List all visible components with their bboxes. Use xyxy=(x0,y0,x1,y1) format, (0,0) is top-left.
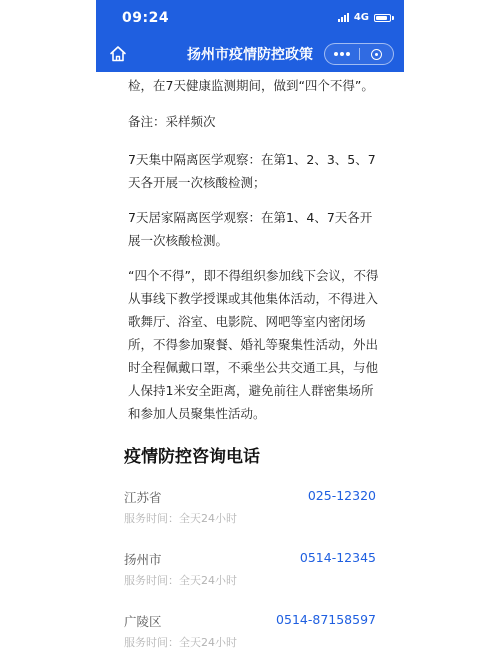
close-target-icon[interactable] xyxy=(360,44,393,64)
hotline-item xyxy=(124,488,376,524)
hotline-phone-link[interactable]: 0514-87158597 xyxy=(276,612,376,627)
more-dots-icon[interactable] xyxy=(325,44,359,64)
hotline-region: 扬州市 xyxy=(124,552,162,567)
article-paragraph: 7天集中隔离医学观察：在第1、2、3、5、7天各开展一次核酸检测； xyxy=(128,152,376,190)
hotline-section-title: 疫情防控咨询电话 xyxy=(124,447,260,467)
battery-icon xyxy=(374,14,391,22)
hotline-hours: 服务时间：全天24小时 xyxy=(124,574,237,587)
phone-frame xyxy=(96,0,404,652)
hotline-item xyxy=(124,612,376,648)
hotline-region: 广陵区 xyxy=(124,614,162,629)
home-icon[interactable] xyxy=(108,44,128,64)
mini-program-capsule xyxy=(324,43,394,65)
article-paragraph: 备注：采样频次 xyxy=(128,114,216,129)
app-header xyxy=(96,0,404,72)
hotline-item xyxy=(124,550,376,586)
article-paragraph: “四个不得”，即不得组织参加线下会议，不得从事线下教学授课或其他集体活动，不得进入歌舞厅、浴室、电影院、网吧等室内密闭场所，不得参加聚餐、婚礼等聚集性活动，外出时全程佩戴口罩，不乘坐公共交通工具，与他人保持1米安全距离，避免前往人群密集场所和参加人员聚集性活动。 xyxy=(128,268,379,421)
hotline-phone-link[interactable]: 025-12320 xyxy=(307,488,376,503)
hotline-hours: 服务时间：全天24小时 xyxy=(124,512,237,525)
article-paragraph: 检，在7天健康监测期间，做到“四个不得”。 xyxy=(128,78,374,93)
status-time: 09:24 xyxy=(122,10,170,26)
status-bar xyxy=(96,0,404,36)
signal-icon xyxy=(338,13,349,22)
battery-cap xyxy=(392,16,394,20)
article-paragraph: 7天居家隔离医学观察：在第1、4、7天各开展一次核酸检测。 xyxy=(128,210,373,248)
nav-bar xyxy=(96,36,404,72)
status-indicators xyxy=(338,12,394,23)
hotline-phone-link[interactable]: 0514-12345 xyxy=(299,550,376,565)
hotline-hours: 服务时间：全天24小时 xyxy=(124,636,237,649)
hotline-region: 江苏省 xyxy=(124,490,162,505)
page-title: 扬州市疫情防控政策 xyxy=(187,47,313,63)
network-type: 4G xyxy=(353,12,369,23)
article-content xyxy=(96,72,404,652)
